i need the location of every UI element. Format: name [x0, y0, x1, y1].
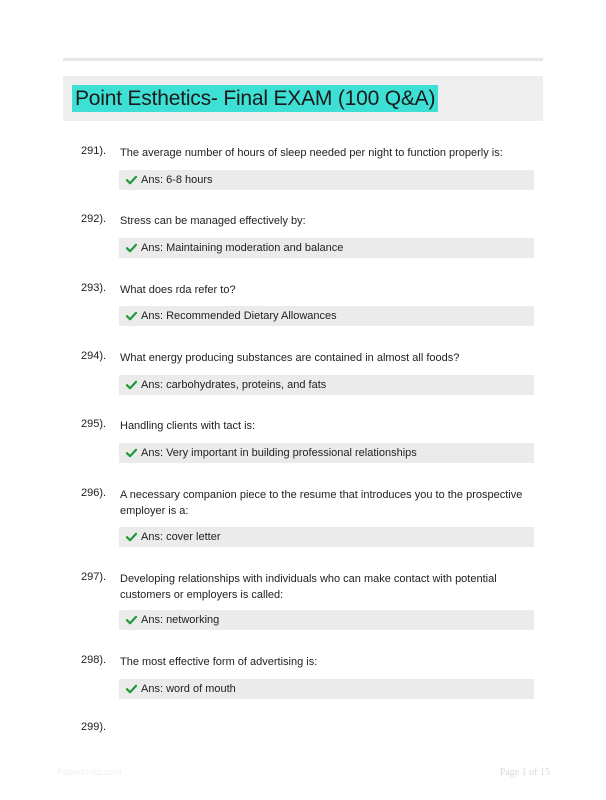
answer-box: [119, 170, 534, 190]
question-text: Developing relationships with individuals who can make contact with potential customers or employers is called:: [120, 573, 497, 601]
question-text: Handling clients with tact is:: [120, 420, 256, 432]
question-number: 295).: [81, 418, 107, 430]
answer-box: [119, 443, 534, 463]
document-title: Point Esthetics- Final EXAM (100 Q&A): [72, 85, 438, 112]
answer-box: [119, 238, 534, 258]
title-band: [63, 76, 543, 121]
checkmark-icon: [126, 380, 137, 390]
answer-text: Ans: carbohydrates, proteins, and fats: [141, 379, 327, 391]
question-number: 298).: [81, 654, 107, 666]
answer-box: [119, 610, 534, 630]
answer-box: [119, 527, 534, 547]
checkmark-icon: [126, 175, 137, 185]
question-text: A necessary companion piece to the resume that introduces you to the prospective employer is a:: [120, 489, 523, 517]
answer-text: Ans: networking: [141, 614, 220, 626]
question-number: 299).: [81, 721, 107, 733]
answer-text: Ans: Recommended Dietary Allowances: [141, 310, 337, 322]
question-number: 294).: [81, 350, 107, 362]
answer-box: [119, 679, 534, 699]
question-number: 296).: [81, 487, 107, 499]
top-divider: [63, 58, 543, 61]
answer-box: [119, 306, 534, 326]
answer-text: Ans: word of mouth: [141, 683, 236, 695]
question-text: Stress can be managed effectively by:: [120, 215, 306, 227]
checkmark-icon: [126, 243, 137, 253]
checkmark-icon: [126, 684, 137, 694]
question-number: 292).: [81, 213, 107, 225]
checkmark-icon: [126, 532, 137, 542]
question-number: 293).: [81, 282, 107, 294]
answer-text: Ans: Maintaining moderation and balance: [141, 242, 344, 254]
answer-box: [119, 375, 534, 395]
question-text: The average number of hours of sleep needed per night to function properly is:: [120, 147, 503, 159]
answer-text: Ans: 6-8 hours: [141, 174, 213, 186]
checkmark-icon: [126, 615, 137, 625]
answer-text: Ans: cover letter: [141, 531, 221, 543]
checkmark-icon: [126, 311, 137, 321]
footer-watermark: Papertrickz.com: [57, 767, 122, 777]
checkmark-icon: [126, 448, 137, 458]
question-text: What does rda refer to?: [120, 284, 236, 296]
question-text: What energy producing substances are contained in almost all foods?: [120, 352, 460, 364]
page-number: Page 1 of 15: [499, 767, 550, 778]
question-number: 291).: [81, 145, 107, 157]
answer-text: Ans: Very important in building professional relationships: [141, 447, 417, 459]
question-number: 297).: [81, 571, 107, 583]
question-text: The most effective form of advertising is:: [120, 656, 318, 668]
